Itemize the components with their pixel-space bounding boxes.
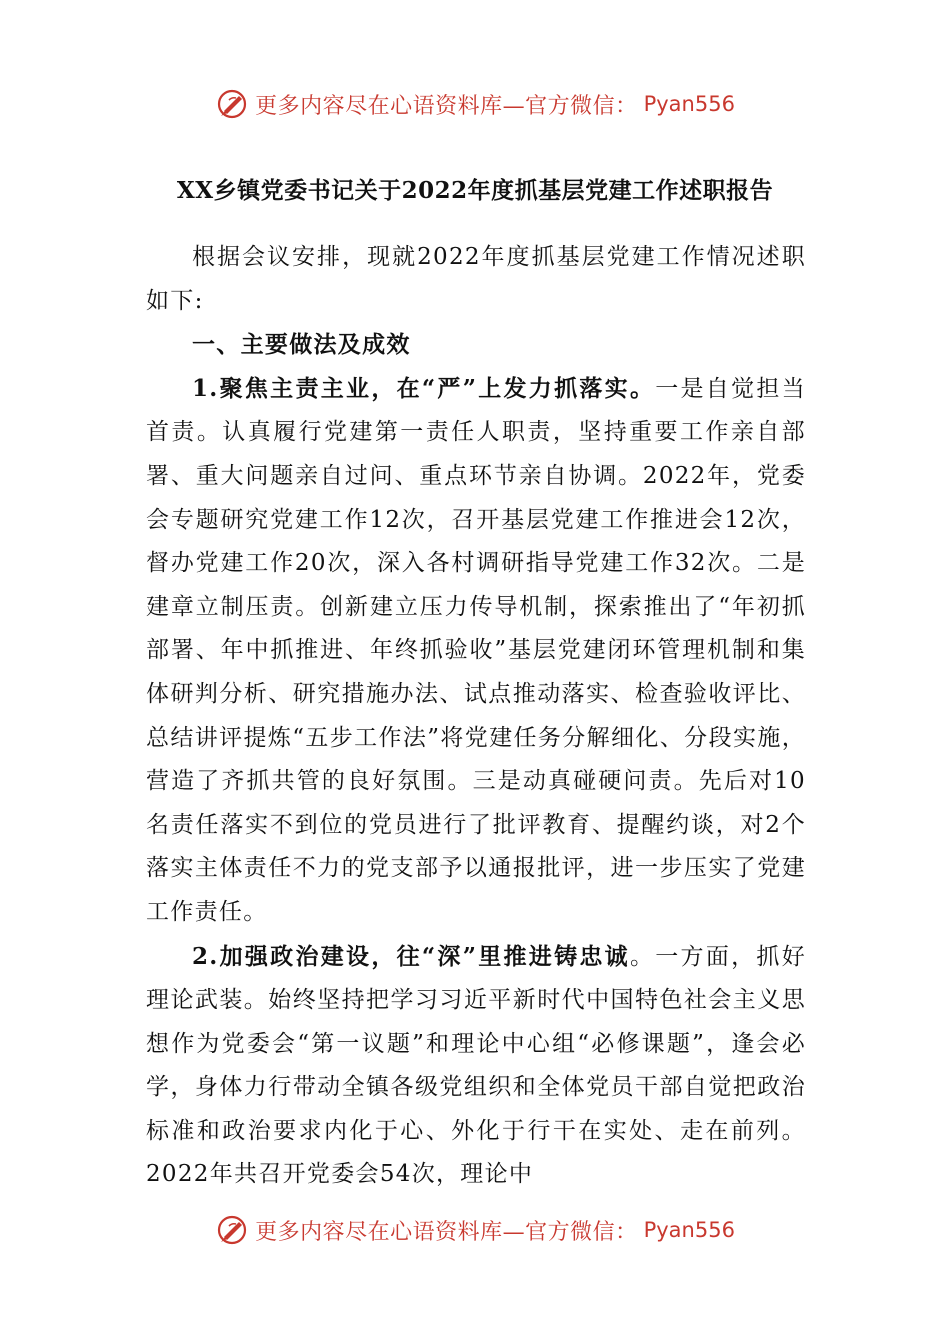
pen-logo-icon <box>215 1213 249 1247</box>
document-body <box>146 236 806 1197</box>
watermark-text: 更多内容尽在心语资料库—官方微信： <box>255 1219 638 1245</box>
watermark-contact: Pyan556 <box>643 1218 735 1242</box>
section-heading: 一、主要做法及成效 <box>192 331 411 359</box>
item-2-lead: 2.加强政治建设，往“深”里推进铸忠诚 <box>192 942 630 970</box>
document-title: XX乡镇党委书记关于2022年度抓基层党建工作述职报告 <box>176 177 774 204</box>
item-2-paragraph <box>146 935 806 1198</box>
watermark-text: 更多内容尽在心语资料库—官方微信： <box>255 93 638 119</box>
intro-paragraph: 根据会议安排，现就2022年度抓基层党建工作情况述职如下: <box>146 244 806 314</box>
pen-logo-icon <box>215 87 249 121</box>
item-1-paragraph <box>146 367 806 935</box>
watermark-banner-bottom <box>0 1208 950 1252</box>
item-1-body: 一是自觉担当首责。认真履行党建第一责任人职责，坚持重要工作亲自部署、重大问题亲自过问、重点环节亲自协调。2022年，党委会专题研究党建工作12次，召开基层党建工作推进会12次，督办党建工作20次，深入各村调研指导党建工作32次。二是建章立制压责。创新建立压力传导机制，探索推出了“年初抓部署、年中抓推进、年终抓验收”基层党建闭环管理机制和集体研判分析、研究措施办法、试点推动落实、检查验收评比、总结讲评提炼“五步工作法”将党建任务分解细化、分段实施，营造了齐抓共管的良好氛围。三是动真碰硬问责。先后对10名责任落实不到位的党员进行了批评教育、提醒约谈，对2个落实主体责任不力的党支部予以通报批评，进一步压实了党建工作责任。 <box>146 375 806 925</box>
item-1-lead: 1.聚焦主责主业，在“严”上发力抓落实。 <box>192 374 656 402</box>
watermark-banner-top <box>0 82 950 126</box>
item-2-body: 。一方面，抓好理论武装。始终坚持把学习习近平新时代中国特色社会主义思想作为党委会“第一议题”和理论中心组“必修课题”，逢会必学，身体力行带动全镇各级党组织和全体党员干部自觉把政治标准和政治要求内化于心、外化于行干在实处、走在前列。2022年共召开党委会54次，理论中 <box>146 943 806 1188</box>
watermark-contact: Pyan556 <box>643 92 735 116</box>
